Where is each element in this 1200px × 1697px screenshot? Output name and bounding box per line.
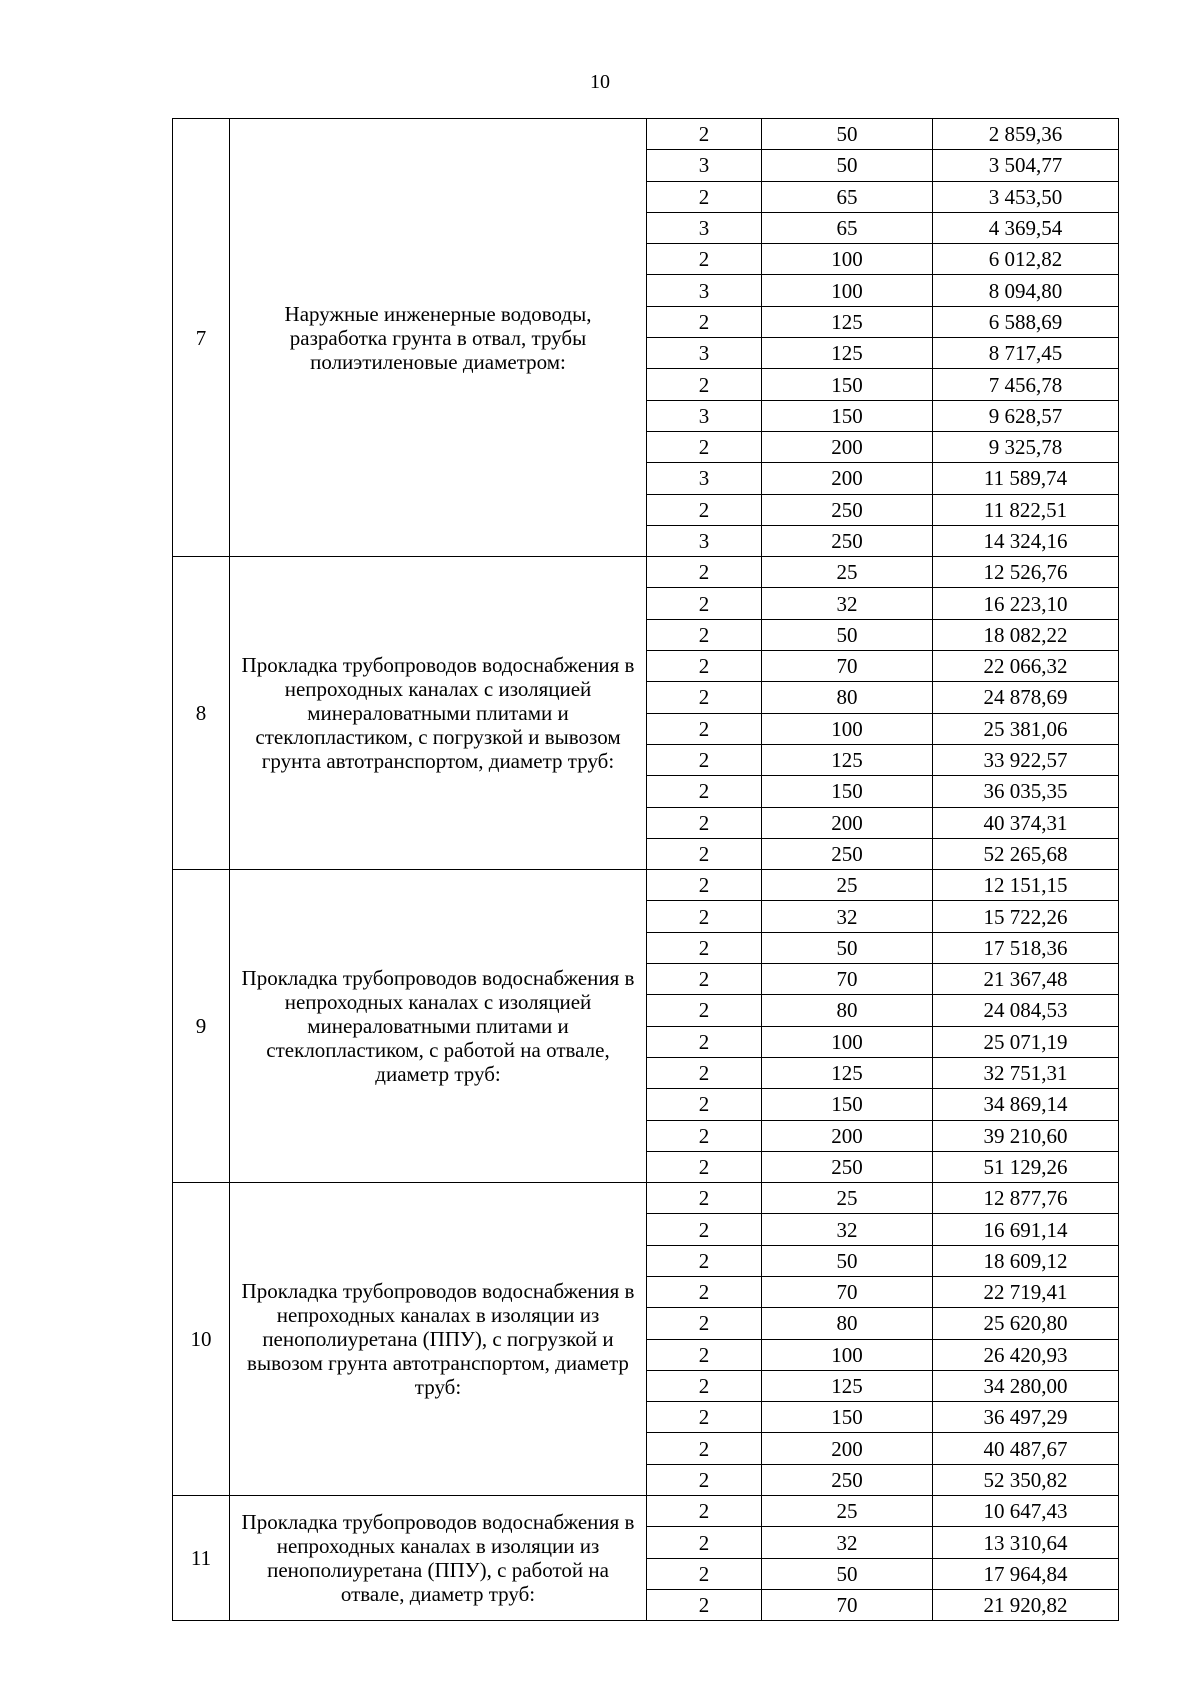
diameter-cell: 50 [762,619,933,650]
depth-cell: 2 [647,181,762,212]
depth-cell: 2 [647,1183,762,1214]
item-description: Прокладка трубопроводов водоснабжения в непроходных каналах в изоляции из пенополиуретана (ППУ), с погрузкой и вывозом грунта автотранспортом, диаметр труб: [230,1183,647,1496]
diameter-cell: 200 [762,807,933,838]
diameter-cell: 32 [762,1527,933,1558]
item-description: Наружные инженерные водоводы, разработка грунта в отвал, трубы полиэтиленовые диаметром: [230,119,647,557]
depth-cell: 2 [647,651,762,682]
diameter-cell: 65 [762,212,933,243]
diameter-cell: 200 [762,1433,933,1464]
price-cell: 18 082,22 [933,619,1119,650]
table-row [173,1183,1119,1214]
depth-cell: 3 [647,463,762,494]
diameter-cell: 80 [762,682,933,713]
depth-cell: 2 [647,119,762,150]
diameter-cell: 125 [762,1057,933,1088]
table-body [173,119,1119,1621]
depth-cell: 3 [647,150,762,181]
depth-cell: 2 [647,1464,762,1495]
price-cell: 9 325,78 [933,431,1119,462]
diameter-cell: 150 [762,776,933,807]
price-cell: 4 369,54 [933,212,1119,243]
depth-cell: 2 [647,369,762,400]
depth-cell: 2 [647,776,762,807]
diameter-cell: 250 [762,838,933,869]
price-cell: 52 350,82 [933,1464,1119,1495]
depth-cell: 3 [647,400,762,431]
item-number: 10 [173,1183,230,1496]
depth-cell: 2 [647,1589,762,1620]
depth-cell: 2 [647,964,762,995]
diameter-cell: 125 [762,306,933,337]
diameter-cell: 50 [762,932,933,963]
price-cell: 52 265,68 [933,838,1119,869]
depth-cell: 2 [647,1527,762,1558]
diameter-cell: 32 [762,588,933,619]
price-cell: 3 504,77 [933,150,1119,181]
price-cell: 17 964,84 [933,1558,1119,1589]
price-cell: 33 922,57 [933,744,1119,775]
diameter-cell: 250 [762,1464,933,1495]
diameter-cell: 25 [762,557,933,588]
diameter-cell: 150 [762,1089,933,1120]
price-cell: 13 310,64 [933,1527,1119,1558]
depth-cell: 2 [647,431,762,462]
diameter-cell: 32 [762,1214,933,1245]
price-cell: 8 094,80 [933,275,1119,306]
depth-cell: 2 [647,557,762,588]
diameter-cell: 250 [762,1151,933,1182]
diameter-cell: 25 [762,1496,933,1527]
price-cell: 22 066,32 [933,651,1119,682]
diameter-cell: 100 [762,1339,933,1370]
depth-cell: 2 [647,306,762,337]
price-cell: 34 869,14 [933,1089,1119,1120]
item-description: Прокладка трубопроводов водоснабжения в непроходных каналах с изоляцией минераловатными плитами и стеклопластиком, с работой на отвале, диаметр труб: [230,870,647,1183]
table-row [173,557,1119,588]
price-cell: 15 722,26 [933,901,1119,932]
depth-cell: 3 [647,525,762,556]
diameter-cell: 125 [762,338,933,369]
diameter-cell: 100 [762,244,933,275]
price-cell: 21 920,82 [933,1589,1119,1620]
depth-cell: 2 [647,588,762,619]
depth-cell: 2 [647,1276,762,1307]
item-number: 8 [173,557,230,870]
price-cell: 40 374,31 [933,807,1119,838]
price-cell: 24 084,53 [933,995,1119,1026]
depth-cell: 2 [647,870,762,901]
depth-cell: 2 [647,1120,762,1151]
depth-cell: 2 [647,1245,762,1276]
price-cell: 12 877,76 [933,1183,1119,1214]
item-number: 11 [173,1496,230,1621]
diameter-cell: 70 [762,964,933,995]
price-cell: 11 822,51 [933,494,1119,525]
page-number: 10 [590,71,610,93]
price-cell: 2 859,36 [933,119,1119,150]
price-cell: 6 588,69 [933,306,1119,337]
diameter-cell: 70 [762,651,933,682]
depth-cell: 2 [647,744,762,775]
diameter-cell: 50 [762,119,933,150]
depth-cell: 2 [647,1308,762,1339]
price-cell: 25 620,80 [933,1308,1119,1339]
price-cell: 26 420,93 [933,1339,1119,1370]
diameter-cell: 70 [762,1589,933,1620]
diameter-cell: 250 [762,525,933,556]
price-cell: 10 647,43 [933,1496,1119,1527]
price-cell: 14 324,16 [933,525,1119,556]
diameter-cell: 50 [762,150,933,181]
table-row [173,1496,1119,1527]
item-description: Прокладка трубопроводов водоснабжения в непроходных каналах в изоляции из пенополиуретана (ППУ), с работой на отвале, диаметр труб: [230,1496,647,1621]
diameter-cell: 32 [762,901,933,932]
table-row [173,870,1119,901]
diameter-cell: 50 [762,1245,933,1276]
price-cell: 21 367,48 [933,964,1119,995]
price-cell: 12 151,15 [933,870,1119,901]
diameter-cell: 200 [762,431,933,462]
depth-cell: 2 [647,1558,762,1589]
price-cell: 40 487,67 [933,1433,1119,1464]
price-cell: 25 071,19 [933,1026,1119,1057]
depth-cell: 3 [647,275,762,306]
depth-cell: 2 [647,901,762,932]
diameter-cell: 65 [762,181,933,212]
diameter-cell: 25 [762,870,933,901]
diameter-cell: 150 [762,1402,933,1433]
depth-cell: 2 [647,494,762,525]
diameter-cell: 80 [762,1308,933,1339]
diameter-cell: 125 [762,1370,933,1401]
depth-cell: 2 [647,619,762,650]
price-table [172,118,1119,1621]
depth-cell: 2 [647,1339,762,1370]
depth-cell: 2 [647,1057,762,1088]
price-cell: 9 628,57 [933,400,1119,431]
depth-cell: 2 [647,1214,762,1245]
diameter-cell: 50 [762,1558,933,1589]
price-cell: 36 497,29 [933,1402,1119,1433]
price-cell: 3 453,50 [933,181,1119,212]
diameter-cell: 80 [762,995,933,1026]
price-cell: 8 717,45 [933,338,1119,369]
diameter-cell: 200 [762,463,933,494]
diameter-cell: 150 [762,400,933,431]
price-cell: 25 381,06 [933,713,1119,744]
depth-cell: 2 [647,1089,762,1120]
item-number: 7 [173,119,230,557]
depth-cell: 3 [647,338,762,369]
diameter-cell: 125 [762,744,933,775]
depth-cell: 2 [647,807,762,838]
depth-cell: 2 [647,1496,762,1527]
diameter-cell: 250 [762,494,933,525]
price-cell: 16 223,10 [933,588,1119,619]
price-cell: 7 456,78 [933,369,1119,400]
diameter-cell: 100 [762,713,933,744]
diameter-cell: 200 [762,1120,933,1151]
diameter-cell: 70 [762,1276,933,1307]
price-cell: 51 129,26 [933,1151,1119,1182]
price-cell: 36 035,35 [933,776,1119,807]
depth-cell: 2 [647,932,762,963]
diameter-cell: 100 [762,275,933,306]
depth-cell: 2 [647,1026,762,1057]
depth-cell: 2 [647,995,762,1026]
item-number: 9 [173,870,230,1183]
price-cell: 17 518,36 [933,932,1119,963]
depth-cell: 2 [647,244,762,275]
item-description: Прокладка трубопроводов водоснабжения в непроходных каналах с изоляцией минераловатными плитами и стеклопластиком, с погрузкой и вывозом грунта автотранспортом, диаметр труб: [230,557,647,870]
price-cell: 32 751,31 [933,1057,1119,1088]
diameter-cell: 100 [762,1026,933,1057]
price-cell: 16 691,14 [933,1214,1119,1245]
depth-cell: 3 [647,212,762,243]
depth-cell: 2 [647,713,762,744]
price-cell: 39 210,60 [933,1120,1119,1151]
table-row [173,119,1119,150]
price-cell: 11 589,74 [933,463,1119,494]
price-cell: 12 526,76 [933,557,1119,588]
depth-cell: 2 [647,1433,762,1464]
diameter-cell: 150 [762,369,933,400]
depth-cell: 2 [647,1151,762,1182]
price-cell: 6 012,82 [933,244,1119,275]
depth-cell: 2 [647,1402,762,1433]
price-cell: 34 280,00 [933,1370,1119,1401]
price-cell: 24 878,69 [933,682,1119,713]
depth-cell: 2 [647,682,762,713]
price-cell: 22 719,41 [933,1276,1119,1307]
depth-cell: 2 [647,1370,762,1401]
price-cell: 18 609,12 [933,1245,1119,1276]
diameter-cell: 25 [762,1183,933,1214]
depth-cell: 2 [647,838,762,869]
